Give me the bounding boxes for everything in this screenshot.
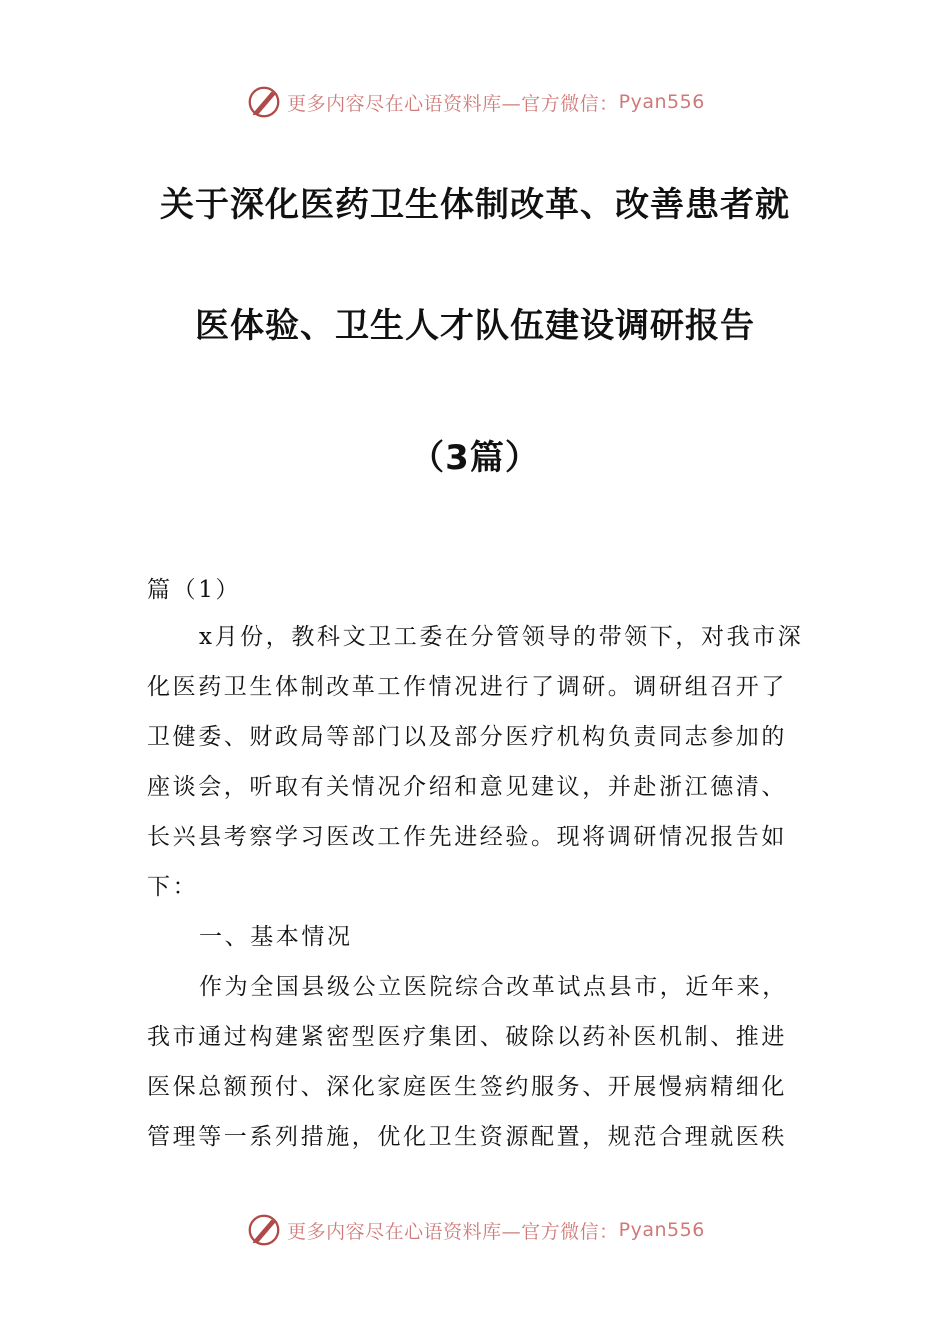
paragraph-intro: x月份，教科文卫工委在分管领导的带领下，对我市深化医药卫生体制改革工作情况进行了调研。调研组召开了卫健委、财政局等部门以及部分医疗机构负责同志参加的座谈会，听取有关情况介绍和意见建议，并赴浙江德清、长兴县考察学习医改工作先进经验。现将调研情况报告如下：	[147, 624, 804, 900]
section-label: 篇（1）	[147, 577, 242, 603]
watermark-text: 更多内容尽在心语资料库—官方微信：	[287, 92, 619, 115]
header-watermark	[0, 80, 950, 124]
pen-logo-icon	[245, 83, 283, 121]
pen-logo-icon	[245, 1211, 283, 1249]
paragraph-heading-basic-situation: 一、基本情况	[199, 924, 353, 950]
watermark-wechat-id: Pyan556	[618, 91, 705, 113]
watermark-wechat-id: Pyan556	[618, 1219, 705, 1241]
document-body	[147, 612, 807, 1162]
document-title-line-3: （3篇）	[410, 438, 540, 478]
watermark-text: 更多内容尽在心语资料库—官方微信：	[287, 1220, 619, 1243]
document-title-line-2: 医体验、卫生人才队伍建设调研报告	[195, 306, 755, 346]
document-title-line-1: 关于深化医药卫生体制改革、改善患者就	[160, 185, 790, 225]
paragraph-basic-situation: 作为全国县级公立医院综合改革试点县市，近年来，我市通过构建紧密型医疗集团、破除以药补医机制、推进医保总额预付、深化家庭医生签约服务、开展慢病精细化管理等一系列措施，优化卫生资源配置，规范合理就医秩	[147, 974, 788, 1150]
footer-watermark	[0, 1208, 950, 1252]
